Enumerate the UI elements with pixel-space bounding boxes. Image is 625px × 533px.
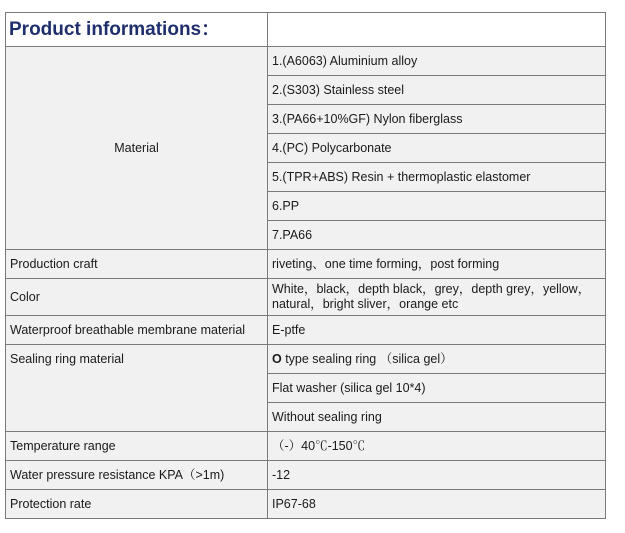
table-row <box>6 432 606 461</box>
production-craft-label: Production craft <box>6 250 268 279</box>
title-blank-cell <box>268 13 606 47</box>
table-row <box>6 250 606 279</box>
table-row <box>6 316 606 345</box>
sealing-label: Sealing ring material <box>6 345 268 432</box>
temperature-value: （-）40℃-150℃ <box>268 432 606 461</box>
production-craft-value: riveting、one time forming，post forming <box>268 250 606 279</box>
table-row <box>6 345 606 374</box>
table-row <box>6 279 606 316</box>
membrane-value: E-ptfe <box>268 316 606 345</box>
material-item: 4.(PC) Polycarbonate <box>268 134 606 163</box>
sealing-o-text: type sealing ring （silica gel） <box>281 351 453 366</box>
protection-label: Protection rate <box>6 490 268 519</box>
page-title: Product informations： <box>6 13 268 47</box>
material-item: 7.PA66 <box>268 221 606 250</box>
title-row <box>6 13 606 47</box>
sealing-option-none: Without sealing ring <box>268 403 606 432</box>
table-row <box>6 490 606 519</box>
material-label: Material <box>6 47 268 250</box>
sealing-option-flat-washer: Flat washer (silica gel 10*4) <box>268 374 606 403</box>
sealing-o-letter: O <box>272 351 282 366</box>
protection-value: IP67-68 <box>268 490 606 519</box>
pressure-value: -12 <box>268 461 606 490</box>
material-item: 1.(A6063) Aluminium alloy <box>268 47 606 76</box>
material-item: 3.(PA66+10%GF) Nylon fiberglass <box>268 105 606 134</box>
material-item: 6.PP <box>268 192 606 221</box>
sealing-option-o-ring <box>268 345 606 374</box>
membrane-label: Waterproof breathable membrane material <box>6 316 268 345</box>
color-value: White，black，depth black，grey，depth grey，yellow，natural，bright sliver，orange etc <box>268 279 606 316</box>
table-row <box>6 461 606 490</box>
material-item: 2.(S303) Stainless steel <box>268 76 606 105</box>
color-label: Color <box>6 279 268 316</box>
product-spec-table <box>5 12 606 519</box>
pressure-label: Water pressure resistance KPA（>1m) <box>6 461 268 490</box>
table-row <box>6 47 606 76</box>
temperature-label: Temperature range <box>6 432 268 461</box>
material-item: 5.(TPR+ABS) Resin + thermoplastic elastomer <box>268 163 606 192</box>
